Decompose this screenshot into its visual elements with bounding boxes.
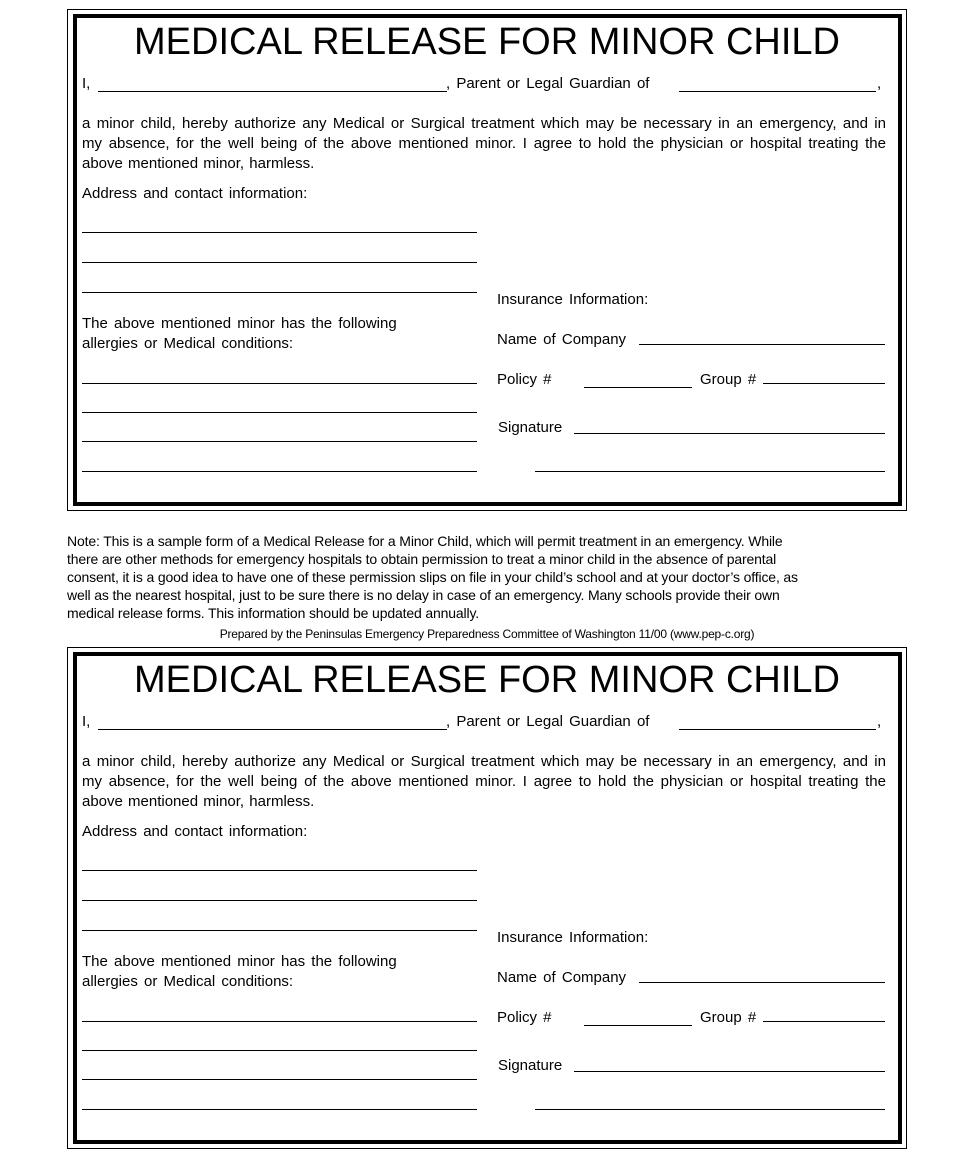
note-line: well as the nearest hospital, just to be sure there is no delay in case of an emergency. Many schools provide their own <box>67 587 780 603</box>
allergies-line[interactable] <box>82 471 477 472</box>
parent-name-field[interactable] <box>98 729 447 730</box>
address-line[interactable] <box>82 232 477 233</box>
policy-field[interactable] <box>584 387 692 388</box>
allergies-line[interactable] <box>82 1079 477 1080</box>
medical-release-form <box>67 647 907 1149</box>
child-name-field[interactable] <box>679 729 876 730</box>
signature-label: Signature <box>498 419 563 436</box>
comma: , <box>877 75 882 92</box>
form-title: MEDICAL RELEASE FOR MINOR CHILD <box>134 659 840 701</box>
prepared-by: Prepared by the Peninsulas Emergency Preparedness Committee of Washington 11/00 (www.pep-c.org) <box>219 627 755 641</box>
signature-second-line[interactable] <box>535 1109 885 1110</box>
group-label: Group # <box>700 1009 757 1026</box>
group-field[interactable] <box>763 1021 885 1022</box>
allergies-label: The above mentioned minor has the following allergies or Medical conditions: <box>82 315 397 352</box>
company-label: Name of Company <box>497 969 627 986</box>
note-line: there are other methods for emergency hospitals to obtain permission to treat a minor child in the absence of parental <box>67 551 777 567</box>
comma: , <box>877 713 882 730</box>
medical-release-form <box>67 9 907 511</box>
signature-label: Signature <box>498 1057 563 1074</box>
address-line[interactable] <box>82 870 477 871</box>
allergies-line[interactable] <box>82 1109 477 1110</box>
address-label: Address and contact information: <box>82 823 308 840</box>
note-line: medical release forms. This information should be updated annually. <box>67 605 480 621</box>
note-line: Note: This is a sample form of a Medical Release for a Minor Child, which will permit treatment in an emergency. While <box>67 533 783 549</box>
signature-field[interactable] <box>574 433 885 434</box>
child-name-field[interactable] <box>679 91 876 92</box>
address-line[interactable] <box>82 292 477 293</box>
company-field[interactable] <box>639 982 885 983</box>
note-line: consent, it is a good idea to have one of these permission slips on file in your child’s school and at your doctor’s office, as <box>67 569 798 585</box>
address-line[interactable] <box>82 900 477 901</box>
authorization-text: a minor child, hereby authorize any Medical or Surgical treatment which may be necessary in an emergency, and in my absence, for the well being of the above mentioned minor. I agree to hold the physician or hospital treating the above mentioned minor, harmless. <box>82 115 886 172</box>
authorization-text: a minor child, hereby authorize any Medical or Surgical treatment which may be necessary in an emergency, and in my absence, for the well being of the above mentioned minor. I agree to hold the physician or hospital treating the above mentioned minor, harmless. <box>82 753 886 810</box>
insurance-label: Insurance Information: <box>497 291 649 308</box>
company-label: Name of Company <box>497 331 627 348</box>
policy-label: Policy # <box>497 371 552 388</box>
parent-guardian-label: , Parent or Legal Guardian of <box>446 713 650 730</box>
parent-name-field[interactable] <box>98 91 447 92</box>
allergies-line[interactable] <box>82 412 477 413</box>
group-field[interactable] <box>763 383 885 384</box>
allergies-label: The above mentioned minor has the following allergies or Medical conditions: <box>82 953 397 990</box>
allergies-line[interactable] <box>82 383 477 384</box>
group-label: Group # <box>700 371 757 388</box>
parent-guardian-label: , Parent or Legal Guardian of <box>446 75 650 92</box>
i-label: I, <box>82 713 91 730</box>
allergies-line[interactable] <box>82 1021 477 1022</box>
company-field[interactable] <box>639 344 885 345</box>
address-line[interactable] <box>82 930 477 931</box>
form-title: MEDICAL RELEASE FOR MINOR CHILD <box>134 21 840 63</box>
allergies-line[interactable] <box>82 1050 477 1051</box>
note-text <box>67 532 897 622</box>
policy-field[interactable] <box>584 1025 692 1026</box>
insurance-label: Insurance Information: <box>497 929 649 946</box>
address-line[interactable] <box>82 262 477 263</box>
signature-second-line[interactable] <box>535 471 885 472</box>
allergies-line[interactable] <box>82 441 477 442</box>
i-label: I, <box>82 75 91 92</box>
signature-field[interactable] <box>574 1071 885 1072</box>
policy-label: Policy # <box>497 1009 552 1026</box>
address-label: Address and contact information: <box>82 185 308 202</box>
